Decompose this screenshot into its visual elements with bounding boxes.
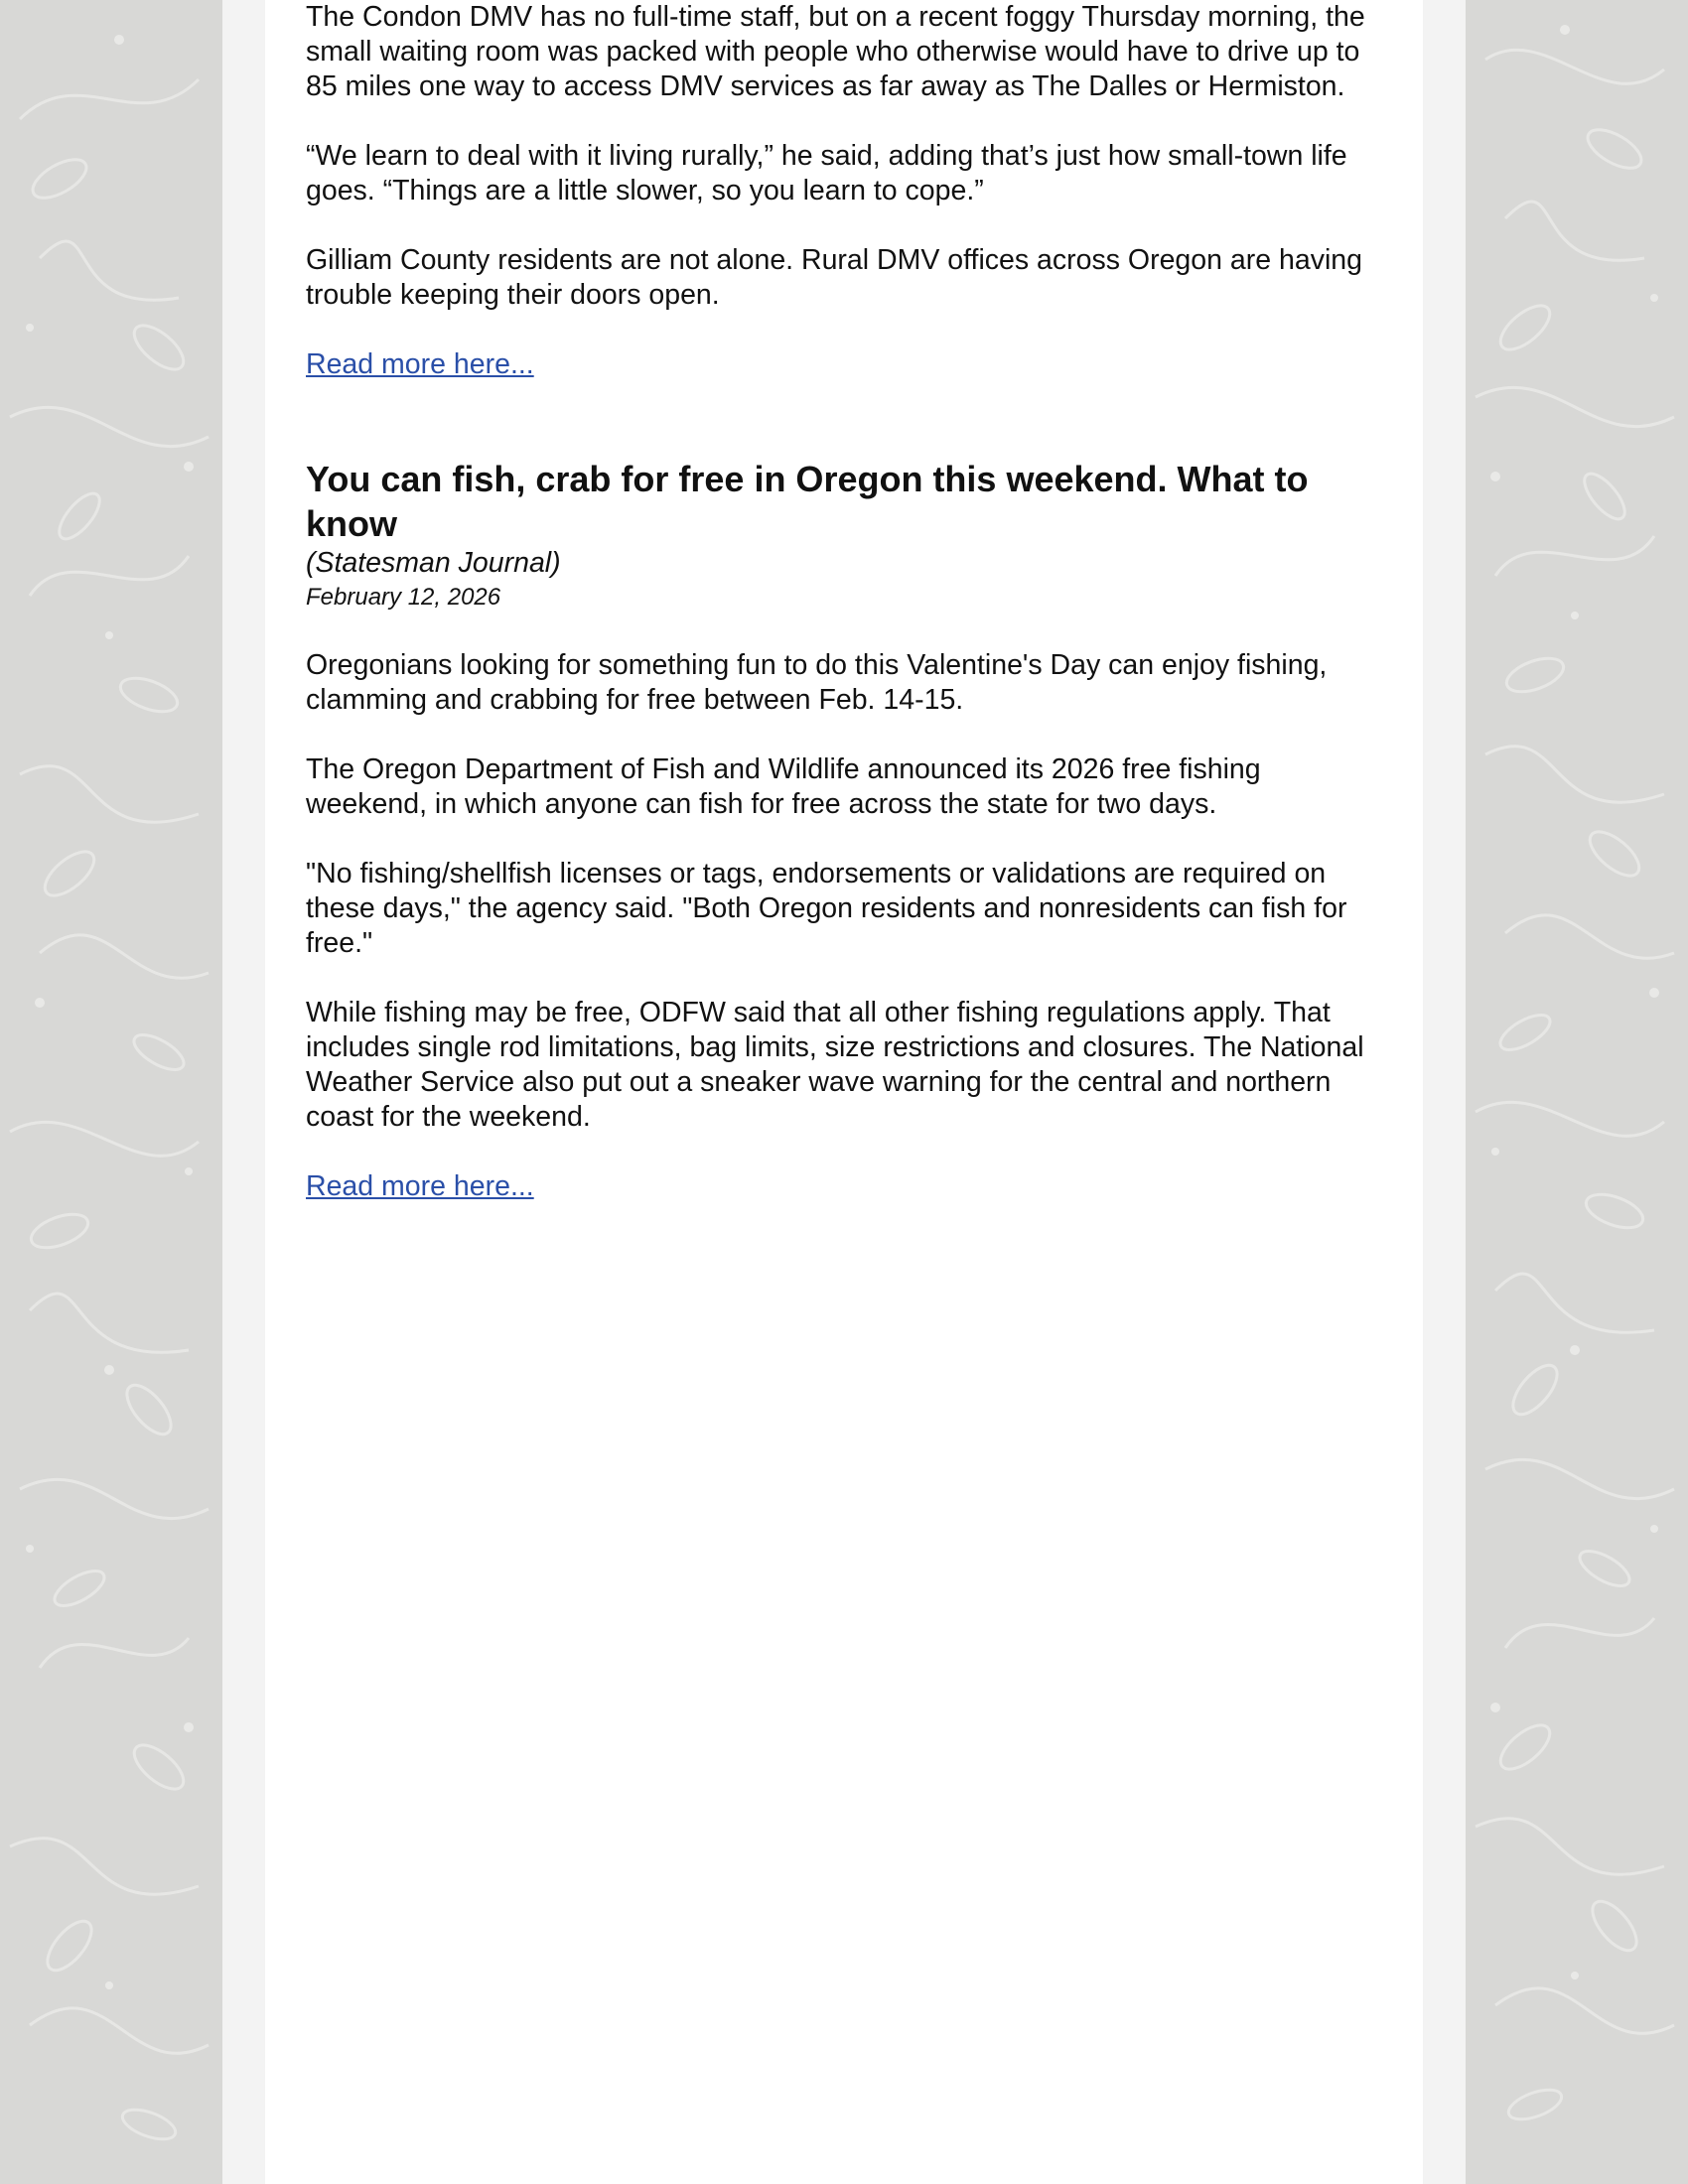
article-title: You can fish, crab for free in Oregon this weekend. What to know (306, 459, 1309, 544)
article-date: February 12, 2026 (306, 584, 501, 611)
article-paragraph: Oregonians looking for something fun to do this Valentine's Day can enjoy fishing, clamming and crabbing for free between Feb. 14-15. (306, 649, 1328, 716)
article-paragraph: While fishing may be free, ODFW said that all other fishing regulations apply. That includes single rod limitations, bag limits, size restrictions and closures. The National Weather Service also put out a sneaker wave warning for the central and northern coast for the weekend. (306, 997, 1364, 1133)
background-pattern-right (1466, 0, 1688, 2184)
article-column (306, 0, 1388, 1204)
article-paragraph: "No fishing/shellfish licenses or tags, endorsements or validations are required on these days," the agency said. "Both Oregon residents and nonresidents can fish for free." (306, 858, 1347, 959)
article-dmv (306, 0, 1388, 382)
newsletter-body (265, 0, 1423, 2184)
leaf-pattern-icon (1466, 0, 1688, 2184)
article-paragraph: “We learn to deal with it living rurally,” he said, adding that’s just how small-town life goes. “Things are a little slower, so you learn to cope.” (306, 140, 1347, 206)
article-source: (Statesman Journal) (306, 547, 561, 579)
read-more-link[interactable]: Read more here... (306, 348, 534, 380)
background-pattern-left (0, 0, 222, 2184)
article-paragraph: The Condon DMV has no full-time staff, but on a recent foggy Thursday morning, the small waiting room was packed with people who otherwise would have to drive up to 85 miles one way to access DMV services as far away as The Dalles or Hermiston. (306, 1, 1365, 102)
article-free-fishing (306, 457, 1388, 1204)
article-paragraph: Gilliam County residents are not alone. Rural DMV offices across Oregon are having trouble keeping their doors open. (306, 244, 1362, 311)
article-paragraph: The Oregon Department of Fish and Wildlife announced its 2026 free fishing weekend, in which anyone can fish for free across the state for two days. (306, 753, 1261, 820)
read-more-link[interactable]: Read more here... (306, 1170, 534, 1202)
leaf-pattern-icon (0, 0, 222, 2184)
